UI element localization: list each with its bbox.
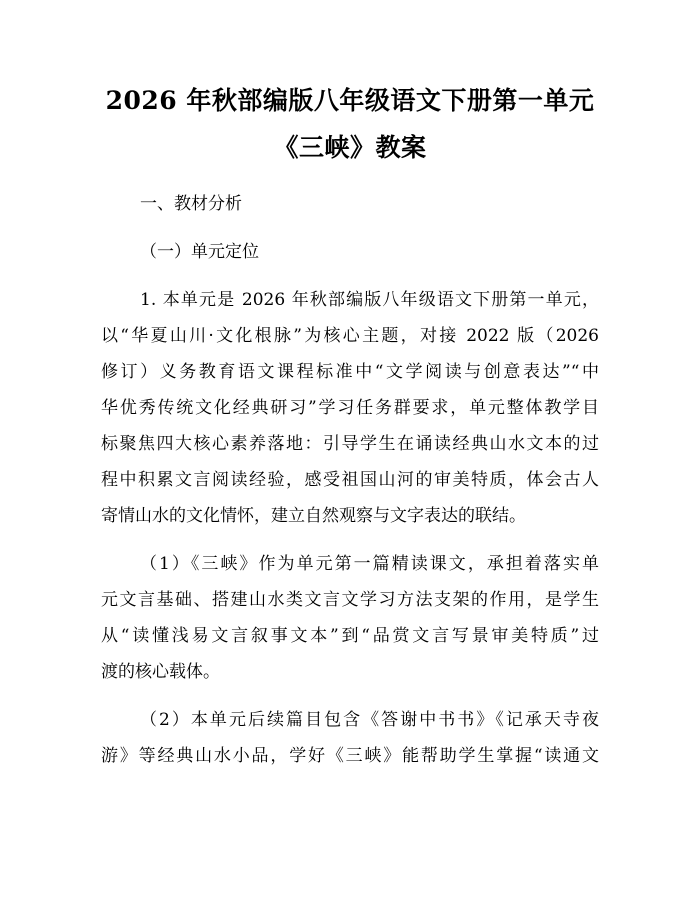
- paragraph-2-line: 从“读懂浅易文言叙事文本”到“品赏文言写景审美特质”过: [101, 626, 599, 646]
- document-title-line-2: 《三峡》教案: [273, 133, 427, 162]
- paragraph-3-line: （2）本单元后续篇目包含《答谢中书书》《记承天寺夜: [140, 710, 599, 730]
- paragraph-1-line: 标聚焦四大核心素养落地：引导学生在诵读经典山水文本的过: [101, 434, 599, 454]
- subsection-heading: （一）单元定位: [140, 242, 259, 262]
- paragraph-3-line: 游》等经典山水小品，学好《三峡》能帮助学生掌握“读通文: [101, 746, 599, 766]
- paragraph-1-line: 寄情山水的文化情怀，建立自然观察与文字表达的联结。: [101, 506, 526, 526]
- paragraph-1-line: 程中积累文言阅读经验，感受祖国山河的审美特质，体会古人: [101, 470, 599, 490]
- paragraph-2-line: 元文言基础、搭建山水类文言文学习方法支架的作用，是学生: [101, 590, 599, 610]
- paragraph-1-line: 以“华夏山川·文化根脉”为核心主题，对接 2022 版（2026: [101, 326, 599, 346]
- section-heading: 一、教材分析: [140, 194, 242, 214]
- paragraph-1-line: 1. 本单元是 2026 年秋部编版八年级语文下册第一单元，: [140, 290, 599, 310]
- document-title-line-1: 2026 年秋部编版八年级语文下册第一单元: [105, 86, 595, 115]
- paragraph-2-line: （1）《三峡》作为单元第一篇精读课文，承担着落实单: [140, 554, 599, 574]
- paragraph-1-line: 修订）义务教育语文课程标准中“文学阅读与创意表达”“中: [101, 362, 599, 382]
- paragraph-2-line: 渡的核心载体。: [101, 662, 220, 682]
- paragraph-1-line: 华优秀传统文化经典研习”学习任务群要求，单元整体教学目: [101, 398, 599, 418]
